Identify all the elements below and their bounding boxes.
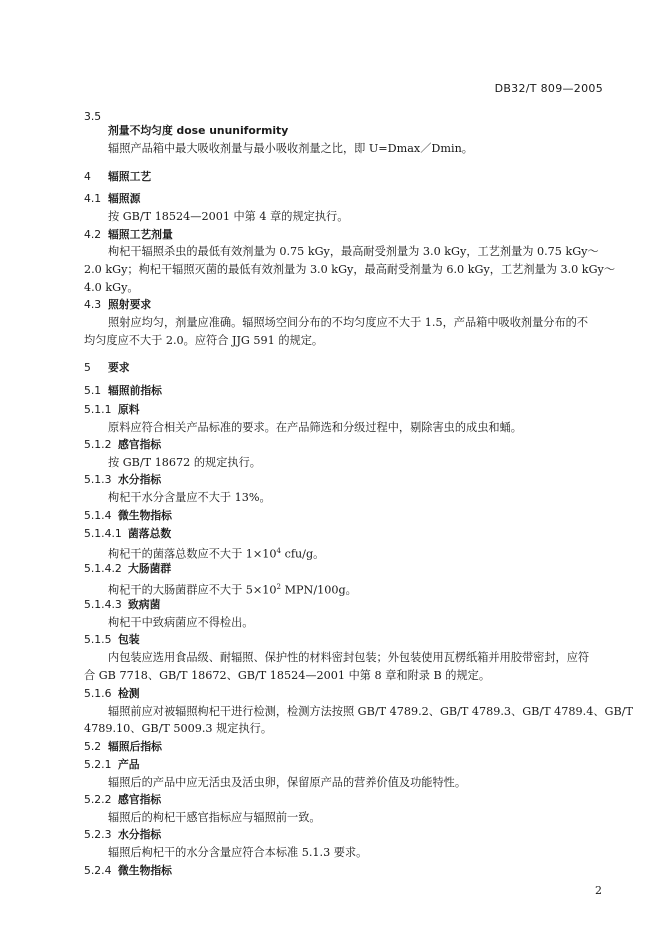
line-text: 枸杞干的大肠菌群应不大于 5×10	[108, 583, 277, 597]
paragraph-line	[84, 263, 615, 277]
paragraph-line	[108, 245, 599, 259]
clause-number: 5.1.4.2	[84, 562, 122, 575]
unit-text: cfu/g。	[281, 547, 325, 561]
paragraph-line	[108, 580, 357, 598]
paragraph-line	[84, 110, 101, 124]
line-text: 感官指标	[118, 793, 162, 806]
section-heading	[108, 124, 288, 138]
line-text: 原料	[118, 403, 140, 416]
line-text: 微生物指标	[118, 509, 172, 522]
line-text: 枸杞干的菌落总数应不大于 1×10	[108, 547, 277, 561]
line-text: 按 GB/T 18524—2001 中第 4 章的规定执行。	[108, 210, 349, 223]
clause-number: 5.1.4.3	[84, 598, 122, 611]
section-heading	[84, 384, 162, 398]
section-heading	[84, 793, 161, 807]
line-text: 2.0 kGy；枸杞干辐照灭菌的最低有效剂量为 3.0 kGy，最高耐受剂量为 6.0 kGy，工艺剂量为 3.0 kGy～	[84, 263, 616, 276]
paragraph-line	[108, 491, 271, 505]
section-heading	[84, 192, 140, 206]
paragraph-line	[108, 616, 253, 630]
unit-text: MPN/100g。	[281, 583, 357, 597]
clause-number: 5.2	[84, 740, 102, 753]
line-text: 枸杞干中致病菌应不得检出。	[108, 616, 254, 629]
section-heading	[84, 687, 140, 701]
clause-number: 5.2.2	[84, 793, 112, 806]
section-heading	[84, 828, 161, 842]
section-heading	[84, 403, 140, 417]
line-text: 菌落总数	[128, 527, 172, 540]
line-text: 感官指标	[118, 438, 162, 451]
clause-number: 4	[84, 170, 91, 183]
paragraph-line	[84, 281, 139, 295]
clause-number: 5.1.4.1	[84, 527, 122, 540]
line-text: 辐照后的枸杞干感官指标应与辐照前一致。	[108, 811, 321, 824]
line-text: 辐照前应对被辐照枸杞干进行检测，检测方法按照 GB/T 4789.2、GB/T 4789.3、GB/T 4789.4、GB/T	[108, 705, 633, 718]
line-text: 原料应符合相关产品标准的要求。在产品筛选和分级过程中，剔除害虫的成虫和蛹。	[108, 421, 522, 434]
clause-number: 5.2.3	[84, 828, 112, 841]
section-heading	[84, 740, 162, 754]
clause-number: 5.2.4	[84, 864, 112, 877]
paragraph-line	[108, 456, 261, 470]
section-heading	[84, 758, 140, 772]
clause-number: 5.1.2	[84, 438, 112, 451]
line-text: 辐照工艺	[108, 170, 152, 183]
line-text: 水分指标	[118, 828, 162, 841]
paragraph-line	[108, 544, 324, 562]
line-text: 4.0 kGy。	[84, 281, 139, 294]
line-text: 大肠菌群	[128, 562, 172, 575]
section-heading	[84, 228, 173, 242]
clause-number: 4.2	[84, 228, 102, 241]
section-heading	[84, 864, 172, 878]
line-text: 照射要求	[108, 298, 152, 311]
standard-code: DB32/T 809—2005	[494, 82, 603, 95]
clause-number: 5.1.5	[84, 633, 112, 646]
section-heading	[84, 562, 171, 576]
section-heading	[84, 527, 171, 541]
clause-number: 5.1.6	[84, 687, 112, 700]
line-text: 辐照前指标	[108, 384, 162, 397]
paragraph-line	[84, 722, 272, 736]
clause-number: 5.2.1	[84, 758, 112, 771]
paragraph-line	[108, 651, 589, 665]
line-text: 内包装应选用食品级、耐辐照、保护性的材料密封包装；外包装使用瓦楞纸箱并用胶带密封，应符	[108, 651, 590, 664]
section-heading	[84, 438, 161, 452]
paragraph-line	[84, 669, 490, 683]
exponent: 2	[276, 583, 282, 591]
line-text: 枸杞干水分含量应不大于 13%。	[108, 491, 271, 504]
paragraph-line	[108, 142, 473, 156]
line-text: 辐照后枸杞干的水分含量应符合本标准 5.1.3 要求。	[108, 846, 368, 859]
exponent: 4	[276, 547, 282, 555]
line-text: 均匀度应不大于 2.0。应符合 JJG 591 的规定。	[84, 334, 324, 347]
line-text: 辐照产品箱中最大吸收剂量与最小吸收剂量之比，即 U=Dmax／Dmin。	[108, 142, 473, 155]
line-text: 包装	[118, 633, 140, 646]
line-text: 致病菌	[128, 598, 161, 611]
paragraph-line	[108, 846, 367, 860]
line-text: 产品	[118, 758, 140, 771]
clause-number: 4.3	[84, 298, 102, 311]
section-heading	[84, 361, 130, 375]
section-heading	[84, 298, 151, 312]
line-text: 4789.10、GB/T 5009.3 规定执行。	[84, 722, 273, 735]
line-text: 检测	[118, 687, 140, 700]
line-text: 辐照后的产品中应无活虫及活虫卵，保留原产品的营养价值及功能特性。	[108, 776, 467, 789]
paragraph-line	[108, 316, 588, 330]
clause-number: 5.1	[84, 384, 102, 397]
section-heading	[84, 598, 160, 612]
line-text: 剂量不均匀度 dose ununiformity	[108, 124, 289, 137]
clause-number: 4.1	[84, 192, 102, 205]
paragraph-line	[108, 210, 348, 224]
line-text: 要求	[108, 361, 130, 374]
page-number: 2	[595, 884, 602, 897]
clause-number: 5	[84, 361, 91, 374]
line-text: 合 GB 7718、GB/T 18672、GB/T 18524—2001 中第 8 章和附录 B 的规定。	[84, 669, 491, 682]
line-text: 照射应均匀，剂量应准确。辐照场空间分布的不均匀度应不大于 1.5，产品箱中吸收剂量分布的不	[108, 316, 589, 329]
clause-number: 5.1.3	[84, 473, 112, 486]
line-text: 枸杞干辐照杀虫的最低有效剂量为 0.75 kGy，最高耐受剂量为 3.0 kGy，工艺剂量为 0.75 kGy～	[108, 245, 599, 258]
paragraph-line	[108, 421, 522, 435]
line-text: 按 GB/T 18672 的规定执行。	[108, 456, 261, 469]
section-heading	[84, 509, 172, 523]
line-text: 水分指标	[118, 473, 162, 486]
section-heading	[84, 170, 151, 184]
line-text: 辐照工艺剂量	[108, 228, 173, 241]
line-text: 辐照后指标	[108, 740, 162, 753]
paragraph-line	[108, 776, 466, 790]
line-text: 微生物指标	[118, 864, 172, 877]
clause-number: 5.1.4	[84, 509, 112, 522]
clause-number: 5.1.1	[84, 403, 112, 416]
section-heading	[84, 473, 161, 487]
paragraph-line	[108, 705, 633, 719]
paragraph-line	[108, 811, 321, 825]
section-heading	[84, 633, 140, 647]
paragraph-line	[84, 334, 323, 348]
line-text: 辐照源	[108, 192, 141, 205]
clause-number: 3.5	[84, 110, 102, 123]
